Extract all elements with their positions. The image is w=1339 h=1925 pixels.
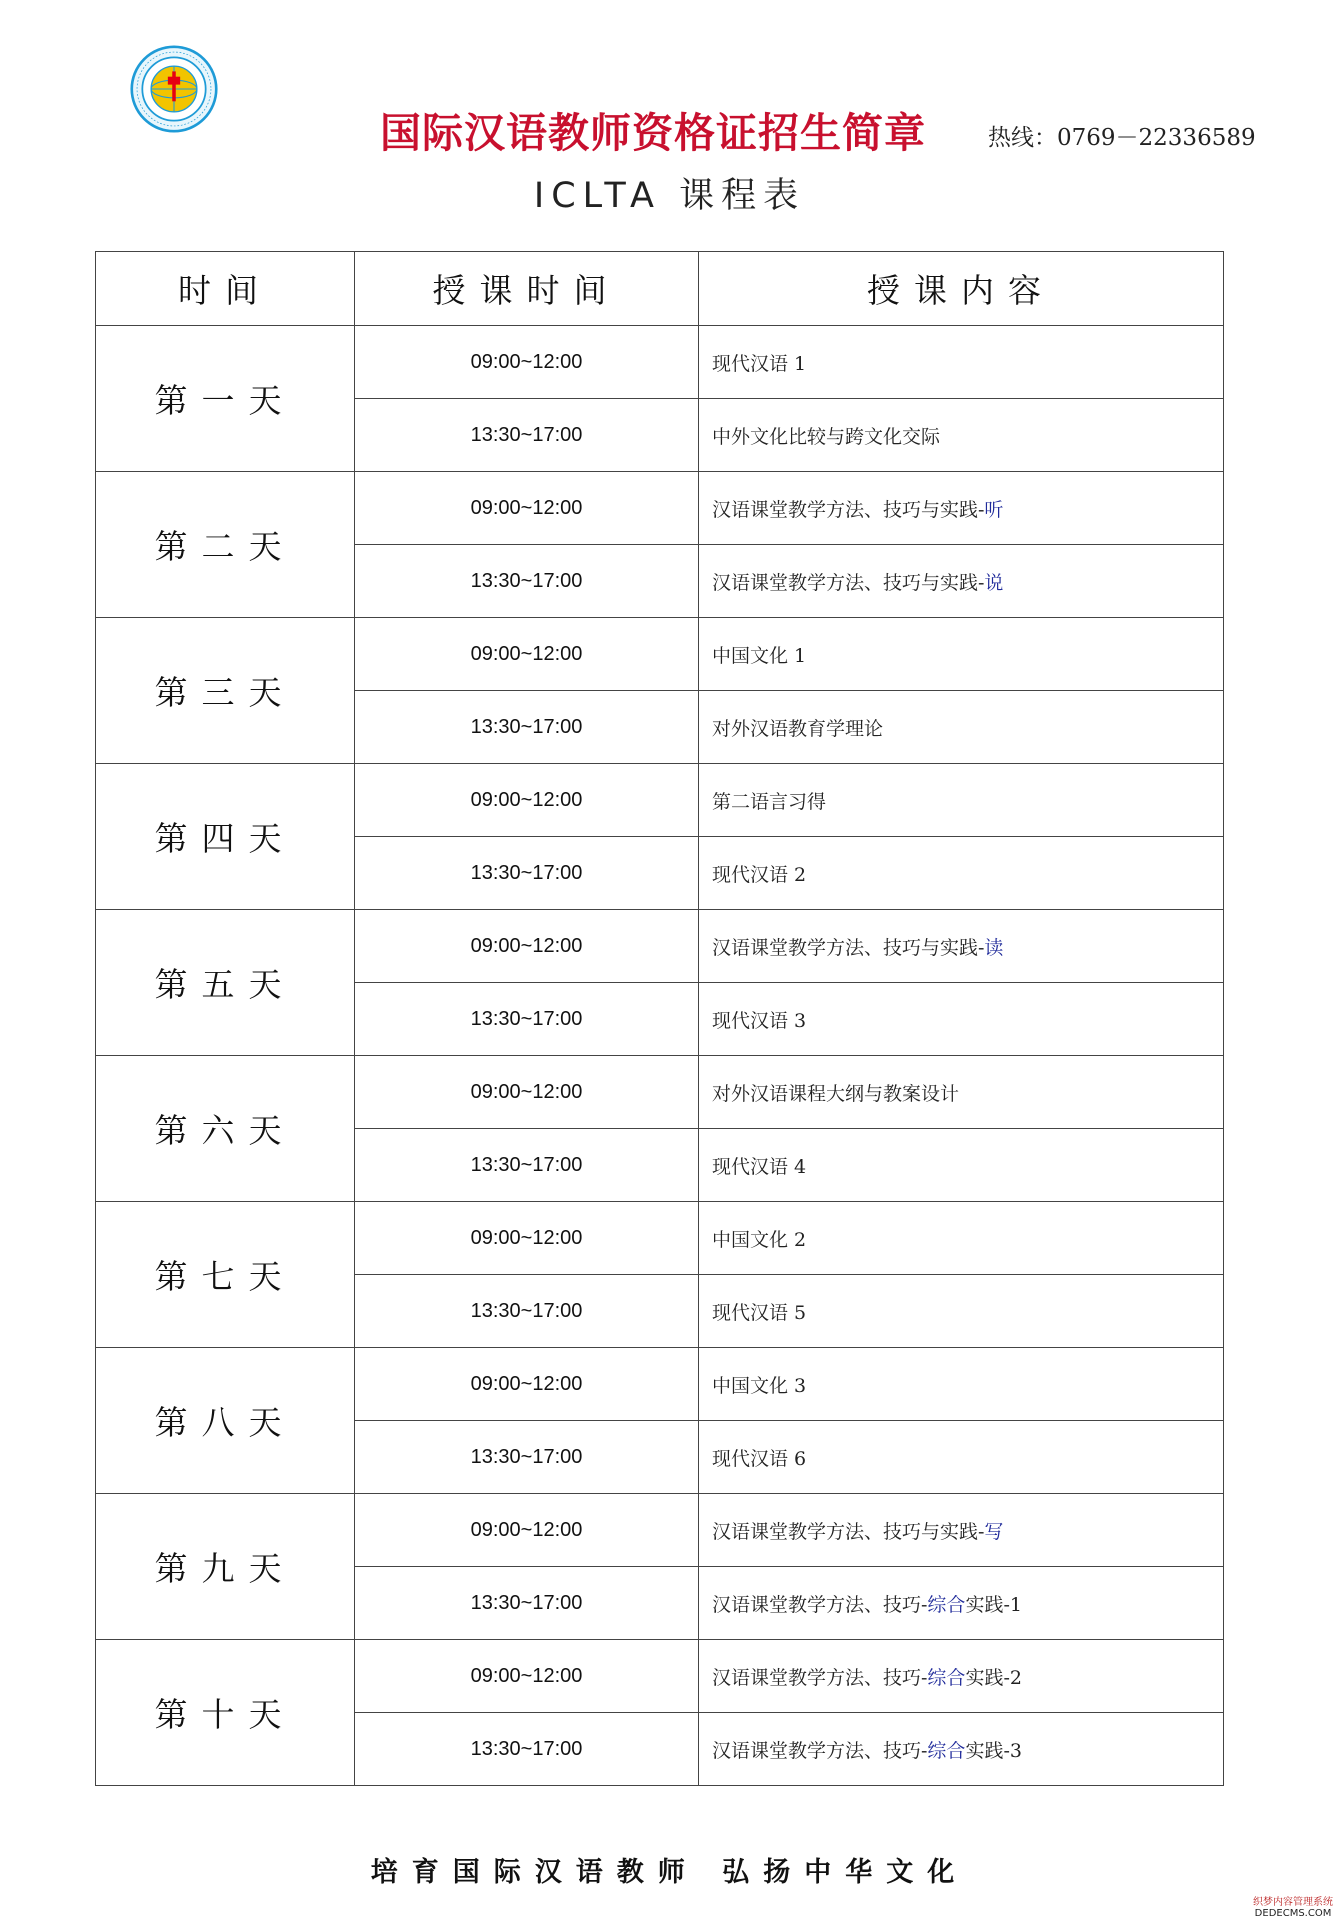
course-content-text: 实践-3 <box>965 1739 1022 1762</box>
course-content-text: 汉语课堂教学方法、技巧与实践- <box>712 1520 985 1543</box>
day-label: 第三天 <box>96 618 355 764</box>
session-time: 13:30~17:00 <box>355 1129 699 1202</box>
hotline-number: 热线：0769－22336589 <box>988 125 1256 151</box>
course-content-text: 第二语言习得 <box>712 790 827 813</box>
course-content-highlight: 综合 <box>927 1666 966 1689</box>
header-course-content: 授课内容 <box>699 252 1224 326</box>
course-content-highlight: 综合 <box>927 1593 966 1616</box>
session-time: 13:30~17:00 <box>355 1421 699 1494</box>
schedule-body <box>96 326 1224 1786</box>
course-content-text: 现代汉语 2 <box>712 863 807 886</box>
course-content <box>699 1494 1224 1567</box>
session-time: 09:00~12:00 <box>355 1640 699 1713</box>
course-content-highlight: 综合 <box>927 1739 966 1762</box>
day-label: 第六天 <box>96 1056 355 1202</box>
course-content <box>699 1640 1224 1713</box>
course-content-highlight: 听 <box>984 498 1004 521</box>
session-time: 13:30~17:00 <box>355 1713 699 1786</box>
course-schedule-table <box>95 251 1224 1786</box>
day-label: 第十天 <box>96 1640 355 1786</box>
course-content-text: 现代汉语 5 <box>712 1301 807 1324</box>
course-content-text: 现代汉语 6 <box>712 1447 807 1470</box>
session-time: 13:30~17:00 <box>355 691 699 764</box>
course-content-text: 汉语课堂教学方法、技巧- <box>712 1739 928 1762</box>
course-content <box>699 1129 1224 1202</box>
session-time: 13:30~17:00 <box>355 837 699 910</box>
course-content <box>699 399 1224 472</box>
course-content-highlight: 读 <box>984 936 1004 959</box>
session-time: 13:30~17:00 <box>355 983 699 1056</box>
watermark-line-1: 织梦内容管理系统 <box>1253 1897 1333 1908</box>
course-content <box>699 326 1224 399</box>
course-content-highlight: 说 <box>984 571 1004 594</box>
watermark <box>1253 1898 1333 1919</box>
table-row <box>96 472 1224 545</box>
day-label: 第七天 <box>96 1202 355 1348</box>
course-content <box>699 1202 1224 1275</box>
session-time: 09:00~12:00 <box>355 1056 699 1129</box>
session-time: 13:30~17:00 <box>355 545 699 618</box>
course-content-text: 汉语课堂教学方法、技巧与实践- <box>712 571 985 594</box>
session-time: 09:00~12:00 <box>355 472 699 545</box>
table-row <box>96 1640 1224 1713</box>
course-content-text: 汉语课堂教学方法、技巧- <box>712 1593 928 1616</box>
table-row <box>96 1202 1224 1275</box>
table-header-row <box>96 252 1224 326</box>
table-row <box>96 1056 1224 1129</box>
day-label: 第五天 <box>96 910 355 1056</box>
day-label: 第二天 <box>96 472 355 618</box>
schedule-subtitle: ICLTA 课程表 <box>533 176 806 216</box>
session-time: 09:00~12:00 <box>355 1348 699 1421</box>
course-content-text: 中国文化 2 <box>712 1228 807 1251</box>
course-content <box>699 910 1224 983</box>
course-content-text: 中外文化比较与跨文化交际 <box>712 425 941 448</box>
course-content-text: 现代汉语 3 <box>712 1009 807 1032</box>
table-row <box>96 326 1224 399</box>
session-time: 09:00~12:00 <box>355 326 699 399</box>
table-row <box>96 764 1224 837</box>
course-content-text: 汉语课堂教学方法、技巧与实践- <box>712 498 985 521</box>
course-content <box>699 691 1224 764</box>
course-content-text: 中国文化 1 <box>712 644 807 667</box>
day-label: 第四天 <box>96 764 355 910</box>
table-row <box>96 1494 1224 1567</box>
course-content-text: 现代汉语 4 <box>712 1155 807 1178</box>
course-content-text: 对外汉语教育学理论 <box>712 717 884 740</box>
header-day: 时间 <box>96 252 355 326</box>
course-content <box>699 983 1224 1056</box>
course-content <box>699 618 1224 691</box>
course-content <box>699 1348 1224 1421</box>
course-content-text: 汉语课堂教学方法、技巧与实践- <box>712 936 985 959</box>
session-time: 09:00~12:00 <box>355 618 699 691</box>
session-time: 09:00~12:00 <box>355 1494 699 1567</box>
day-label: 第九天 <box>96 1494 355 1640</box>
day-label: 第一天 <box>96 326 355 472</box>
course-content <box>699 764 1224 837</box>
header-session-time: 授课时间 <box>355 252 699 326</box>
course-content <box>699 545 1224 618</box>
footer-slogan: 培育国际汉语教师 弘扬中华文化 <box>370 1857 969 1888</box>
association-logo <box>130 45 218 133</box>
course-content-text: 对外汉语课程大纲与教案设计 <box>712 1082 960 1105</box>
watermark-line-2: DEDECMS.COM <box>1254 1907 1332 1919</box>
session-time: 13:30~17:00 <box>355 1567 699 1640</box>
association-seal-icon <box>130 45 218 133</box>
session-time: 13:30~17:00 <box>355 399 699 472</box>
course-content <box>699 837 1224 910</box>
table-row <box>96 618 1224 691</box>
course-content-text: 实践-2 <box>965 1666 1022 1689</box>
course-content-text: 中国文化 3 <box>712 1374 807 1397</box>
page-title: 国际汉语教师资格证招生简章 <box>380 109 926 157</box>
course-content-text: 现代汉语 1 <box>712 352 807 375</box>
course-content <box>699 472 1224 545</box>
course-content <box>699 1713 1224 1786</box>
course-content <box>699 1421 1224 1494</box>
course-content-text: 实践-1 <box>965 1593 1022 1616</box>
course-content <box>699 1056 1224 1129</box>
course-content <box>699 1275 1224 1348</box>
course-content-text: 汉语课堂教学方法、技巧- <box>712 1666 928 1689</box>
session-time: 09:00~12:00 <box>355 910 699 983</box>
session-time: 13:30~17:00 <box>355 1275 699 1348</box>
day-label: 第八天 <box>96 1348 355 1494</box>
table-row <box>96 910 1224 983</box>
course-content <box>699 1567 1224 1640</box>
session-time: 09:00~12:00 <box>355 764 699 837</box>
course-content-highlight: 写 <box>984 1520 1004 1543</box>
session-time: 09:00~12:00 <box>355 1202 699 1275</box>
table-row <box>96 1348 1224 1421</box>
